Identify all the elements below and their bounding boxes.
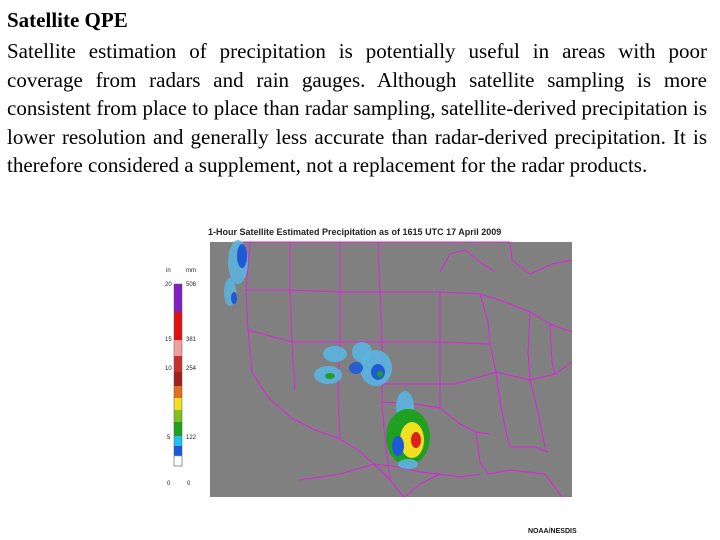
color-legend bbox=[174, 284, 182, 466]
legend-in-label: 5 bbox=[167, 435, 171, 441]
page-title: Satellite QPE bbox=[7, 8, 128, 32]
legend-mm-label: 508 bbox=[186, 282, 197, 288]
legend-in-label: 0 bbox=[167, 481, 171, 487]
precip-map-graphic bbox=[150, 212, 584, 540]
figure-credit: NOAA/NESDIS bbox=[528, 528, 577, 535]
legend-in-label: 15 bbox=[165, 337, 172, 343]
satellite-precip-figure bbox=[150, 212, 584, 540]
legend-unit-mm: mm bbox=[186, 268, 196, 274]
legend-mm-label: 0 bbox=[187, 481, 191, 487]
figure-title: 1-Hour Satellite Estimated Precipitation as of 1615 UTC 17 April 2009 bbox=[208, 227, 502, 237]
legend-mm-label: 381 bbox=[186, 337, 197, 343]
legend-unit-in: in bbox=[166, 268, 171, 274]
legend-mm-label: 254 bbox=[186, 366, 197, 372]
legend-in-label: 10 bbox=[165, 366, 172, 372]
legend-in-label: 20 bbox=[165, 282, 172, 288]
body-paragraph: Satellite estimation of precipitation is potentially useful in areas with poor coverage from radars and rain gauges. Although satellite sampling is more consistent from place to place than radar sampling, satellite-derived precipitation is lower resolution and generally less accurate than radar-derived precipitation. It is therefore considered a supplement, not a replacement for the radar products. bbox=[7, 39, 707, 177]
legend-mm-label: 122 bbox=[186, 435, 197, 441]
